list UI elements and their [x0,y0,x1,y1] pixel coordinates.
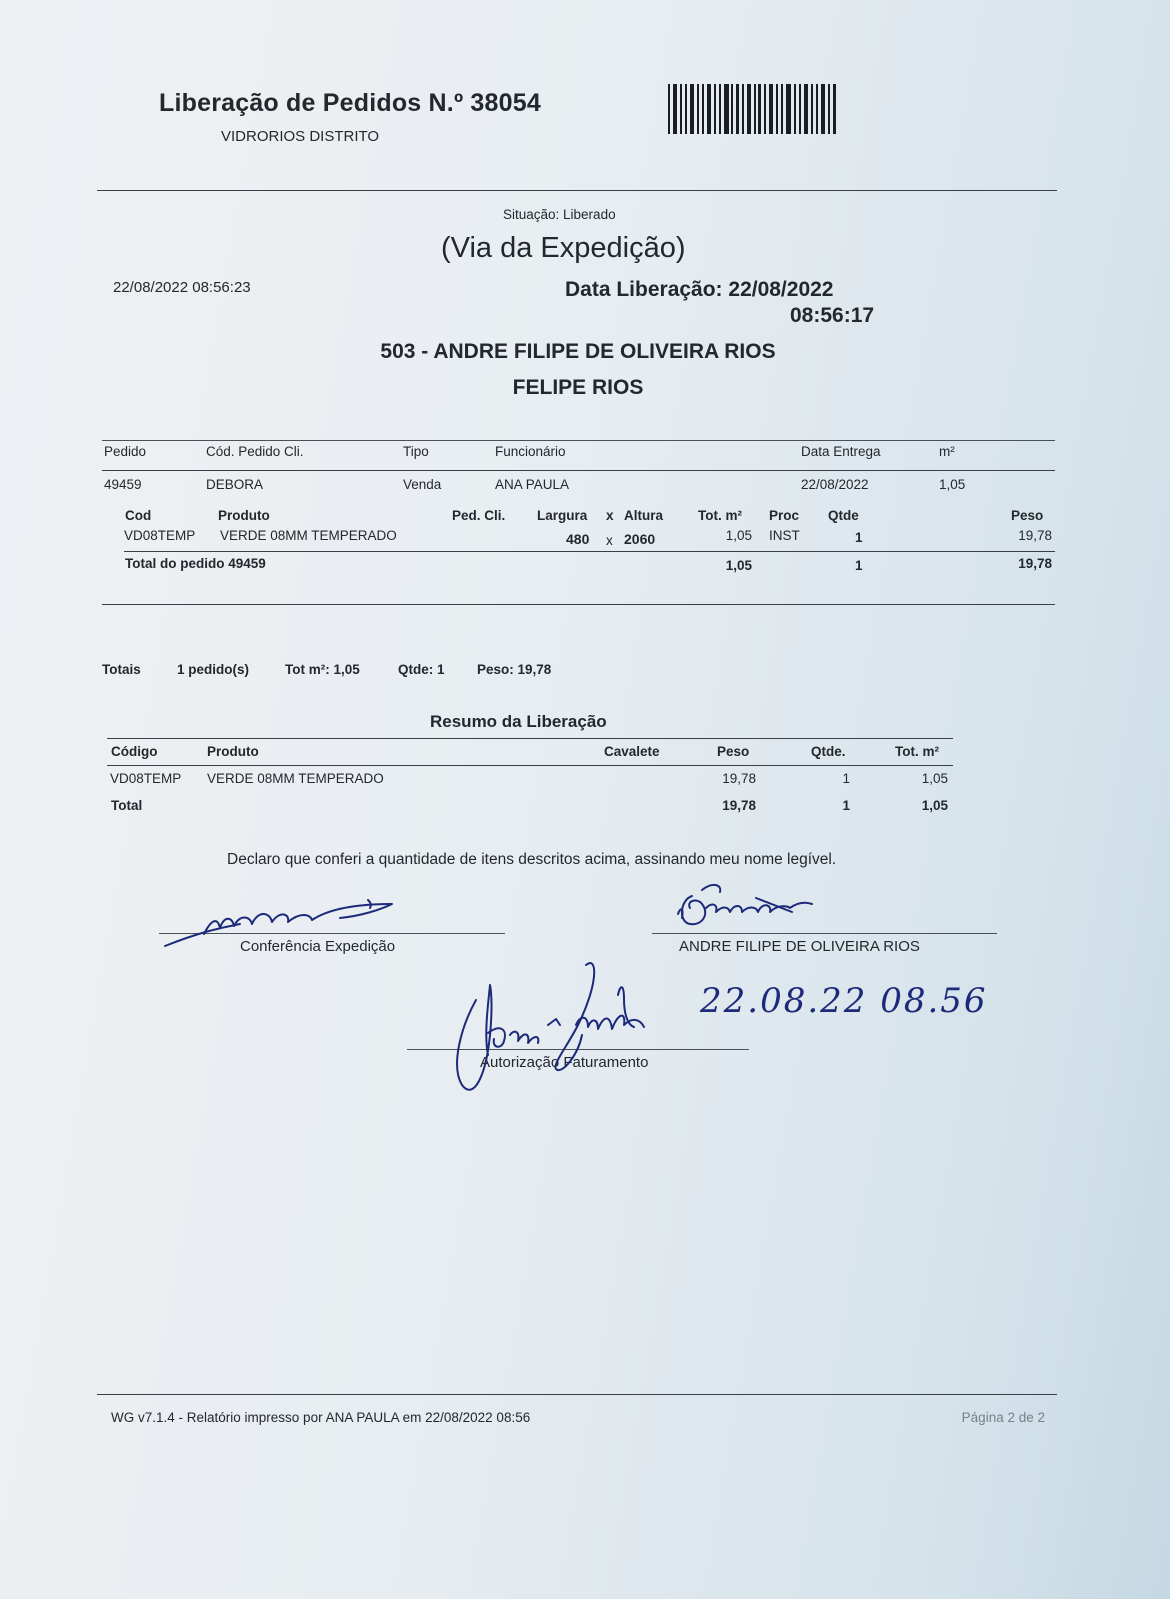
item-proc: INST [769,528,800,543]
item-tot-m2: 1,05 [725,528,752,543]
header-divider [97,190,1057,191]
summary-col-cavalete: Cavalete [604,744,660,759]
item-altura: 2060 [624,531,656,547]
col-m2: m² [939,444,955,459]
order-total-label: Total do pedido 49459 [125,556,266,571]
item-col-peso: Peso [1011,508,1044,523]
handwritten-date: 22.08.22 08.56 [700,981,988,1021]
item-col-produto: Produto [218,508,270,523]
barcode-icon [668,84,836,134]
item-qtde: 1 [855,530,863,545]
summary-col-codigo: Código [111,744,158,759]
item-col-cod: Cod [125,508,152,523]
via-label: (Via da Expedição) [441,232,686,264]
status-text: Situação: Liberado [503,207,616,222]
summary-total-qtde: 1 [842,798,850,813]
order-total-m2: 1,05 [725,558,752,573]
release-time: 08:56:17 [790,304,875,327]
item-largura: 480 [566,531,590,547]
signature-label-autorizacao: Autorização Faturamento [480,1054,649,1071]
col-tipo: Tipo [403,444,429,459]
summary-qtde: 1 [842,771,850,786]
summary-codigo: VD08TEMP [110,771,182,786]
client-name [0,340,1156,364]
signature-label-conferencia: Conferência Expedição [240,938,396,955]
totals-pedidos: 1 pedido(s) [177,662,250,677]
declaration-text: Declaro que conferi a quantidade de itens descritos acima, assinando meu nome legível. [227,851,837,868]
order-header-rule [102,470,1055,471]
order-tipo: Venda [403,477,442,492]
order-pedido: 49459 [104,477,142,492]
summary-col-qtde: Qtde. [811,744,846,759]
print-datetime: 22/08/2022 08:56:23 [113,279,251,296]
item-col-altura: Altura [624,508,664,523]
order-cod-pedido-cli: DEBORA [206,477,264,492]
summary-col-peso: Peso [717,744,750,759]
summary-total-label: Total [111,798,143,813]
order-total-peso: 19,78 [1018,556,1052,571]
col-data-entrega: Data Entrega [801,444,881,459]
order-table-top-rule [102,440,1055,441]
company-name: VIDRORIOS DISTRITO [221,128,380,145]
signature-conferencia-icon [160,888,410,958]
item-col-proc: Proc [769,508,800,523]
order-funcionario: ANA PAULA [495,477,570,492]
client-line2: FELIPE RIOS [512,376,644,399]
order-table-bottom-rule [102,604,1055,605]
col-funcionario: Funcionário [495,444,566,459]
item-cod: VD08TEMP [124,528,196,543]
item-total-rule [124,551,1055,552]
order-data-entrega: 22/08/2022 [801,477,869,492]
signature-label-cliente: ANDRE FILIPE DE OLIVEIRA RIOS [679,938,920,955]
summary-peso: 19,78 [722,771,756,786]
item-col-ped-cli: Ped. Cli. [452,508,506,523]
totals-qtde: Qtde: 1 [398,662,445,677]
footer-divider [97,1394,1057,1395]
totals-label: Totais [102,662,141,677]
order-m2: 1,05 [939,477,966,492]
release-date: Data Liberação: 22/08/2022 [565,278,834,301]
col-cod-pedido-cli: Cód. Pedido Cli. [206,444,304,459]
summary-total-tot-m2: 1,05 [921,798,948,813]
summary-total-peso: 19,78 [722,798,756,813]
signature-cliente-icon [672,878,832,938]
item-col-tot-m2: Tot. m² [698,508,742,523]
summary-top-rule [107,738,953,739]
client-alias-wrap [0,376,1156,400]
totals-peso: Peso: 19,78 [477,662,552,677]
order-total-qtde: 1 [855,558,863,573]
item-peso: 19,78 [1018,528,1052,543]
client-line1: 503 - ANDRE FILIPE DE OLIVEIRA RIOS [380,340,776,363]
col-pedido: Pedido [104,444,147,459]
summary-title: Resumo da Liberação [430,712,607,731]
item-col-largura: Largura [537,508,588,523]
summary-col-tot-m2: Tot. m² [895,744,939,759]
totals-tot-m2: Tot m²: 1,05 [285,662,360,677]
item-col-x: x [606,508,614,523]
document-title: Liberação de Pedidos N.º 38054 [159,89,541,117]
signature-autorizacao-icon [448,955,658,1105]
footer-page-number: Página 2 de 2 [961,1410,1045,1425]
summary-tot-m2: 1,05 [921,771,948,786]
summary-produto: VERDE 08MM TEMPERADO [207,771,384,786]
item-x: x [606,533,613,548]
footer-report-info: WG v7.1.4 - Relatório impresso por ANA PAULA em 22/08/2022 08:56 [111,1410,531,1425]
summary-col-produto: Produto [207,744,259,759]
item-col-qtde: Qtde [828,508,859,523]
summary-header-rule [107,765,953,766]
item-produto: VERDE 08MM TEMPERADO [220,528,397,543]
